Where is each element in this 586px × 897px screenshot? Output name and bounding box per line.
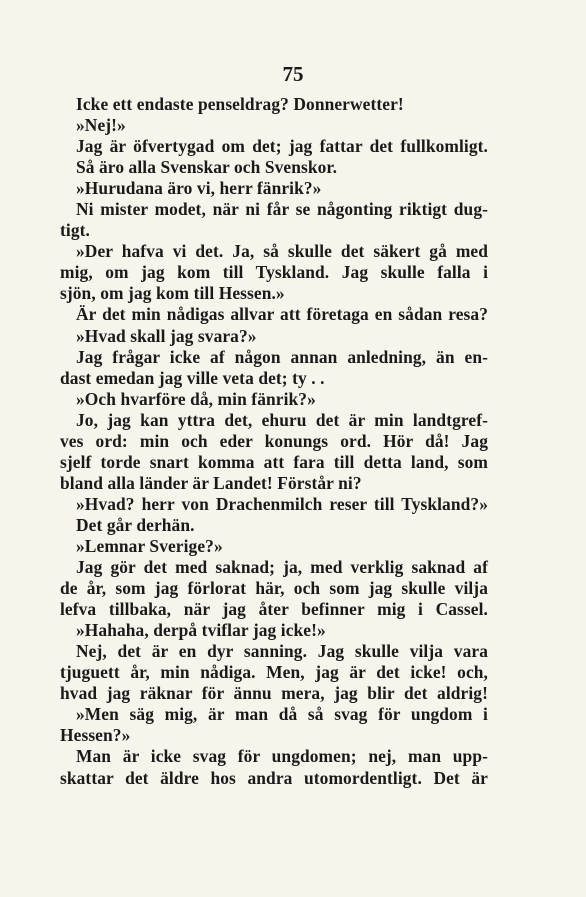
- text-line: Det går derhän.: [76, 514, 195, 535]
- text-line: Nej, det är en dyr sanning. Jag skulle vilja vara: [76, 641, 488, 662]
- text-line: Man är icke svag för ungdomen; nej, man upp-: [76, 746, 488, 767]
- text-line: hvad jag räknar för ännu mera, jag blir det aldrig!: [60, 683, 488, 704]
- text-line: mig, om jag kom till Tyskland. Jag skulle falla i: [60, 262, 488, 283]
- text-line: ves ord: min och eder konungs ord. Hör då! Jag: [60, 430, 488, 451]
- text-line: »Der hafva vi det. Ja, så skulle det säkert gå med: [76, 241, 488, 262]
- text-line: »Hvad skall jag svara?»: [76, 325, 257, 346]
- page-number: 75: [282, 62, 304, 86]
- text-line: Är det min nådigas allvar att företaga en sådan resa?: [76, 304, 488, 325]
- text-line: dast emedan jag ville veta det; ty . .: [60, 367, 325, 388]
- text-line: »Men säg mig, är man då så svag för ungdom i: [76, 704, 488, 725]
- text-line: »Hurudana äro vi, herr fänrik?»: [76, 178, 322, 199]
- text-line: tigt.: [60, 220, 90, 241]
- text-line: »Nej!»: [76, 115, 126, 136]
- text-line: bland alla länder är Landet! Förstår ni?: [60, 472, 362, 493]
- text-line: Hessen?»: [60, 725, 131, 746]
- text-line: Icke ett endaste penseldrag? Donnerwetter!: [76, 94, 404, 114]
- text-line: »Lemnar Sverige?»: [76, 535, 223, 556]
- text-line: »Hahaha, derpå tviflar jag icke!»: [76, 620, 326, 641]
- text-line: Jo, jag kan yttra det, ehuru det är min landtgref-: [76, 409, 488, 430]
- text-line: »Och hvarföre då, min fänrik?»: [76, 388, 316, 409]
- text-line: Så äro alla Svenskar och Svenskor.: [76, 157, 338, 178]
- text-line: tjuguett år, min nådiga. Men, jag är det icke! och,: [60, 662, 488, 683]
- text-line: de år, som jag förlorat här, och som jag skulle vilja: [60, 578, 488, 599]
- text-line: Jag är öfvertygad om det; jag fattar det fullkomligt.: [76, 136, 488, 157]
- text-line: sjön, om jag kom till Hessen.»: [60, 283, 285, 304]
- text-line: Ni mister modet, när ni får se någonting riktigt dug-: [76, 199, 488, 220]
- text-line: Jag frågar icke af någon annan anledning, än en-: [76, 346, 488, 367]
- text-line: lefva tillbaka, när jag åter befinner mig i Cassel.: [60, 599, 488, 620]
- text-line: skattar det äldre hos andra utomordentligt. Det är: [60, 767, 488, 788]
- body-text: [60, 94, 488, 789]
- text-line: »Hvad? herr von Drachenmilch reser till Tyskland?»: [76, 493, 488, 514]
- text-line: sjelf torde snart komma att fara till detta land, som: [60, 451, 488, 472]
- text-line: Jag gör det med saknad; ja, med verklig saknad af: [76, 557, 488, 578]
